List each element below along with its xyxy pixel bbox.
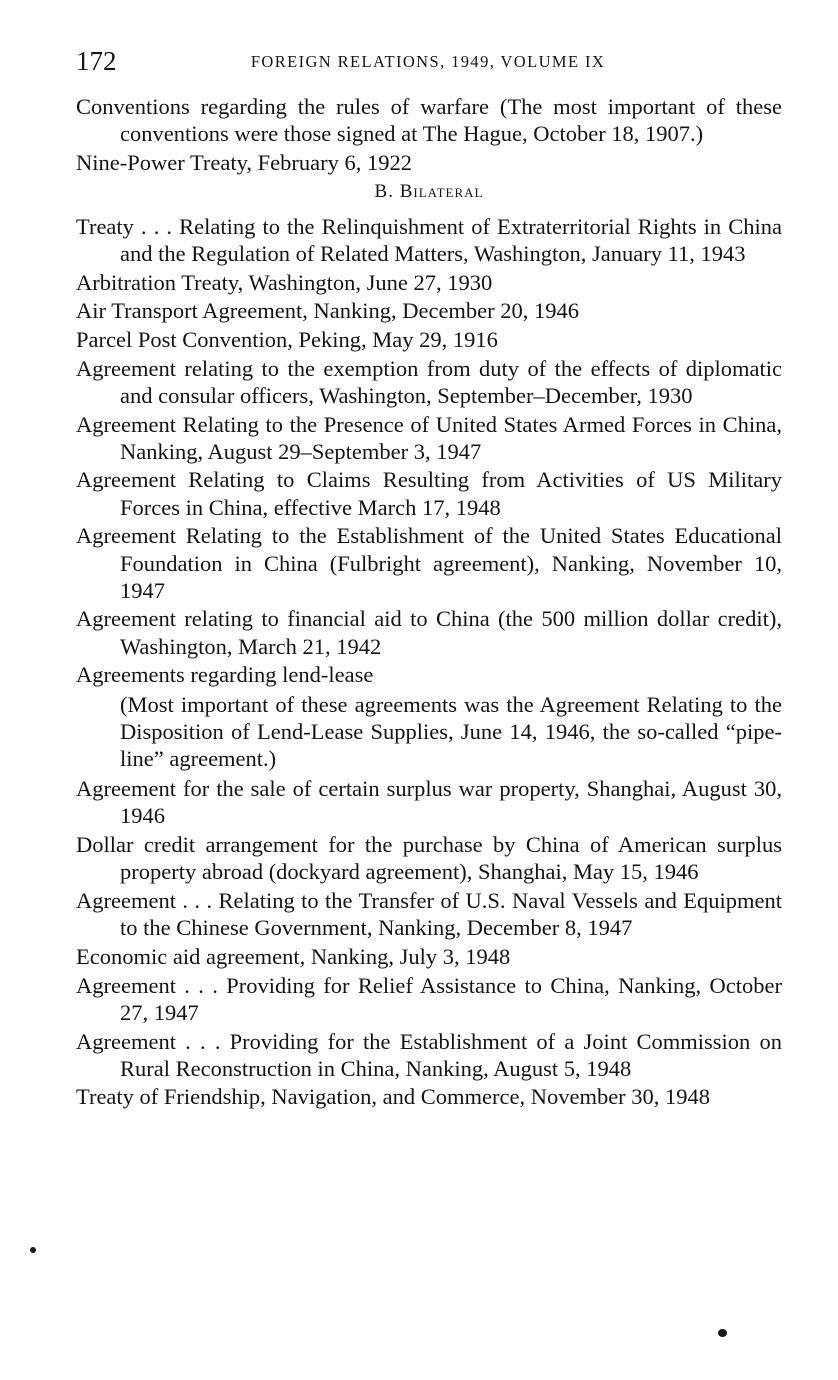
list-item: Agreement . . . Relating to the Transfer of U.S. Naval Vessels and Equipment to the Chinese Government, Nanking, December 8, 1947 [76, 887, 782, 941]
list-item: Arbitration Treaty, Washington, June 27, 1930 [76, 269, 493, 295]
list-item: Agreement . . . Providing for the Establishment of a Joint Commission on Rural Reconstruction in China, Nanking, August 5, 1948 [76, 1028, 782, 1081]
list-item: Agreement Relating to the Presence of United States Armed Forces in China, Nanking, August 29–September 3, 1947 [76, 411, 782, 464]
section-heading: B. Bilateral [374, 180, 484, 202]
list-item: Nine-Power Treaty, February 6, 1922 [76, 149, 412, 175]
list-item: Parcel Post Convention, Peking, May 29, 1916 [76, 326, 498, 352]
list-item: Agreement Relating to the Establishment of the United States Educational Foundation in China (Fulbright agreement), Nanking, November 10, 1947 [76, 523, 782, 603]
ink-speck [718, 1329, 727, 1337]
list-item: Agreement . . . Providing for Relief Assistance to China, Nanking, October 27, 1947 [76, 972, 782, 1025]
treaty-list [76, 93, 782, 1112]
running-head: FOREIGN RELATIONS, 1949, VOLUME IX [250, 52, 606, 71]
list-item: Dollar credit arrangement for the purchase by China of American surplus property abroad (dockyard agreement), Shanghai, May 15, 1946 [76, 832, 782, 885]
list-item: Treaty . . . Relating to the Relinquishment of Extraterritorial Rights in China and the Regulation of Related Matters, Washington, January 11, 1943 [76, 213, 782, 266]
ink-speck [30, 1247, 36, 1253]
list-item: Agreement relating to the exemption from duty of the effects of diplomatic and consular officers, Washington, September–December, 1930 [76, 355, 782, 408]
list-item: Agreement for the sale of certain surplus war property, Shanghai, August 30, 1946 [76, 776, 782, 829]
page-number: 172 [76, 46, 117, 76]
list-item: Air Transport Agreement, Nanking, December 20, 1946 [76, 298, 580, 324]
page-header [76, 44, 780, 78]
list-item: Conventions regarding the rules of warfare (The most important of these conventions were those signed at The Hague, October 18, 1907.) [76, 94, 782, 147]
list-item: Agreements regarding lend-lease [76, 662, 374, 688]
list-item: Agreement Relating to Claims Resulting from Activities of US Military Forces in China, effective March 17, 1948 [76, 467, 782, 520]
list-item: Treaty of Friendship, Navigation, and Commerce, November 30, 1948 [76, 1084, 711, 1110]
list-item: Economic aid agreement, Nanking, July 3, 1948 [76, 943, 511, 969]
list-item: Agreement relating to financial aid to China (the 500 million dollar credit), Washington, March 21, 1942 [76, 606, 782, 659]
lend-lease-note: (Most important of these agreements was the Agreement Relating to the Disposition of Lend-Lease Supplies, June 14, 1946, the so-called “pipe-line” agreement.) [120, 691, 782, 771]
